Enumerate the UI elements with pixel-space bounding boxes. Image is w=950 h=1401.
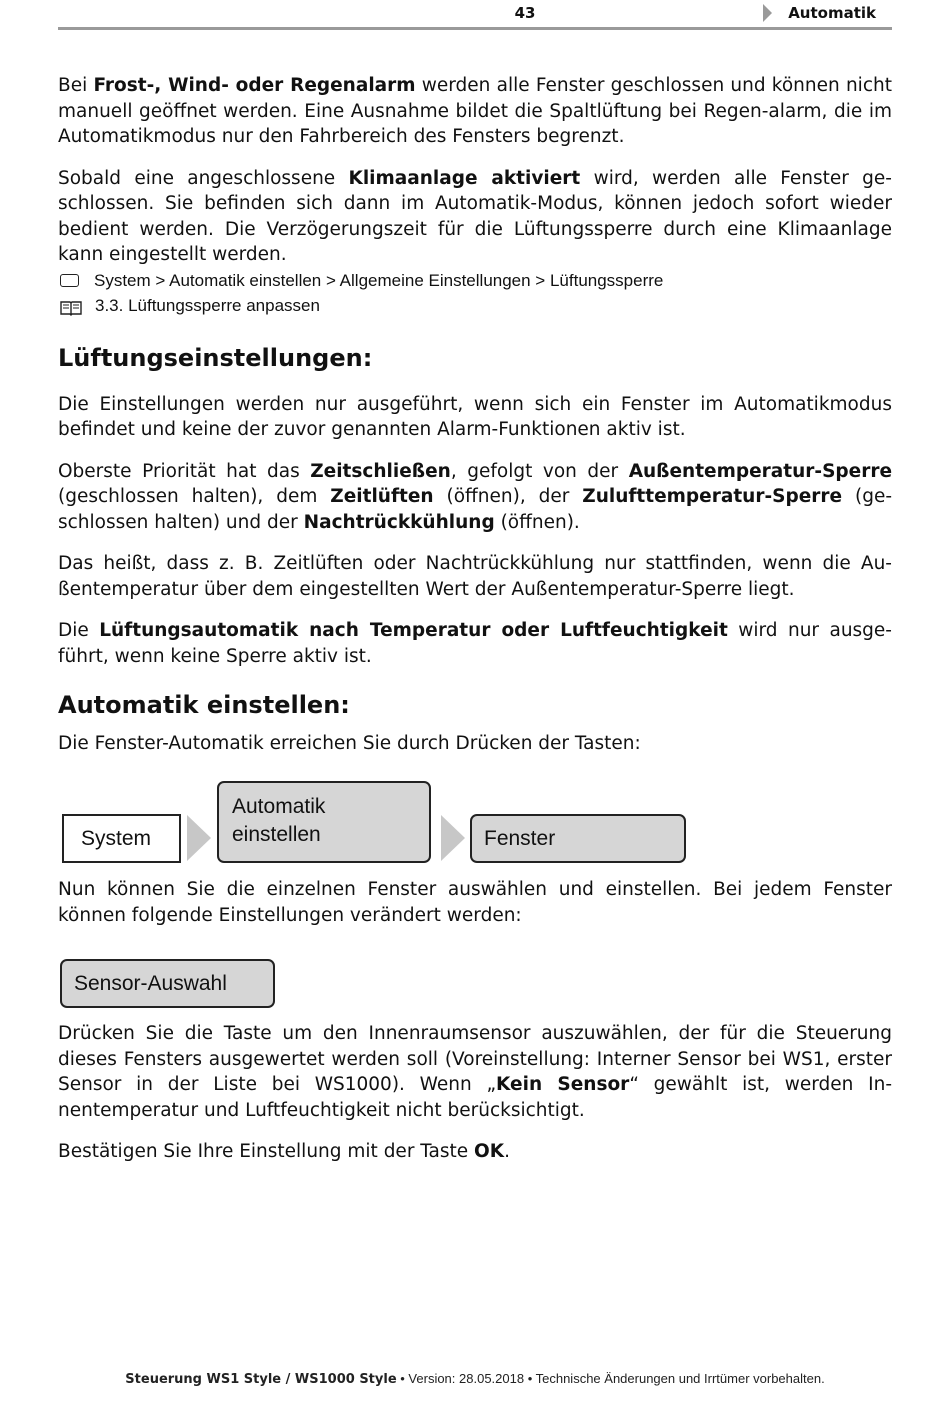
- paragraph-settings: Die Einstellungen werden nur ausgeführt, wenn sich ein Fenster im Automatikmodus befindet und keine der zuvor genannten Alarm-Funktionen aktiv ist.: [58, 393, 892, 440]
- paragraph-climate: Sobald eine angeschlossene Klimaanlage aktiviert wird, werden alle Fenster ge-schlossen. Sie befinden sich dann im Automatik-Modus, können jedoch sofort wieder bedient werden. Die Verzögerungszeit für die Lüftungssperre durch eine Klimaanlage kann eingestellt werden.: [58, 167, 892, 265]
- paragraph-confirm: Bestätigen Sie Ihre Einstellung mit der Taste OK.: [58, 1141, 510, 1162]
- heading-automatik: Automatik einstellen:: [58, 691, 350, 719]
- paragraph-example: Das heißt, dass z. B. Zeitlüften oder Nachtrückkühlung nur stattfinden, wenn die Au-ßentemperatur über dem eingestellten Wert der Außentemperatur-Sperre liegt.: [58, 553, 892, 600]
- arrow-right-icon: [441, 815, 465, 861]
- system-button[interactable]: System: [62, 814, 181, 863]
- heading-lueftung: Lüftungseinstellungen:: [58, 343, 373, 372]
- page-content-lower: [58, 877, 892, 944]
- manual-reference: [58, 293, 892, 318]
- manual-section-text: 3.3. Lüftungssperre anpassen: [95, 295, 320, 315]
- paragraph-ventilation-auto: Die Lüftungsautomatik nach Temperatur oder Luftfeuchtigkeit wird nur ausge-führt, wenn keine Sperre aktiv ist.: [58, 620, 892, 667]
- paragraph-reach: Die Fenster-Automatik erreichen Sie durch Drücken der Tasten:: [58, 733, 641, 754]
- book-icon: [60, 298, 80, 312]
- page-content: [58, 73, 892, 773]
- fenster-button[interactable]: Fenster: [470, 814, 686, 863]
- page-header: [58, 0, 892, 30]
- footer-product: Steuerung WS1 Style / WS1000 Style: [125, 1372, 397, 1387]
- menu-path-reference: [58, 268, 892, 293]
- page-content-bottom: [58, 1021, 892, 1181]
- section-title: Automatik: [788, 4, 876, 22]
- footer-version: • Version: 28.05.2018 • Technische Änderungen und Irrtümer vorbehalten.: [396, 1371, 825, 1386]
- paragraph-priority: Oberste Priorität hat das Zeitschließen, gefolgt von der Außentemperatur-Sperre (geschlossen halten), dem Zeitlüften (öffnen), der Zulufttemperatur-Sperre (ge-schlossen halten) und der Nachtrückkühlung (öffnen).: [58, 460, 892, 533]
- sensor-auswahl-button[interactable]: Sensor-Auswahl: [60, 959, 275, 1008]
- paragraph-alarm: Bei Frost-, Wind- oder Regenalarm werden alle Fenster geschlossen und können nicht manuell geöffnet werden. Eine Ausnahme bildet die Spaltlüftung bei Regen-alarm, die im Automatikmodus nur den Fahrbereich des Fensters begrenzt.: [58, 75, 892, 147]
- bold-climate: Klimaanlage aktiviert: [348, 167, 581, 189]
- bold-alarm-types: Frost-, Wind- oder Regenalarm: [93, 75, 416, 96]
- menu-path-text: System > Automatik einstellen > Allgemeine Einstellungen > Lüftungssperre: [94, 270, 664, 290]
- section-arrow-icon: [763, 4, 772, 22]
- screen-icon: [60, 274, 79, 287]
- page-number: 43: [514, 4, 536, 22]
- automatik-einstellen-button[interactable]: Automatik einstellen: [217, 781, 431, 863]
- paragraph-sensor: Drücken Sie die Taste um den Innenraumsensor auszuwählen, der für die Steuerung dieses Fensters ausgewertet werden soll (Voreinstellung: Interner Sensor bei WS1, erster Sensor in der Liste bei WS1000). Wenn „Kein Sensor“ gewählt ist, werden In-nentemperatur und Luftfeuchtigkeit nicht berücksichtigt.: [58, 1023, 892, 1121]
- page-footer: [0, 1371, 950, 1387]
- paragraph-select-windows: Nun können Sie die einzelnen Fenster auswählen und einstellen. Bei jedem Fenster können folgende Einstellungen verändert werden:: [58, 879, 892, 926]
- arrow-right-icon: [187, 815, 211, 861]
